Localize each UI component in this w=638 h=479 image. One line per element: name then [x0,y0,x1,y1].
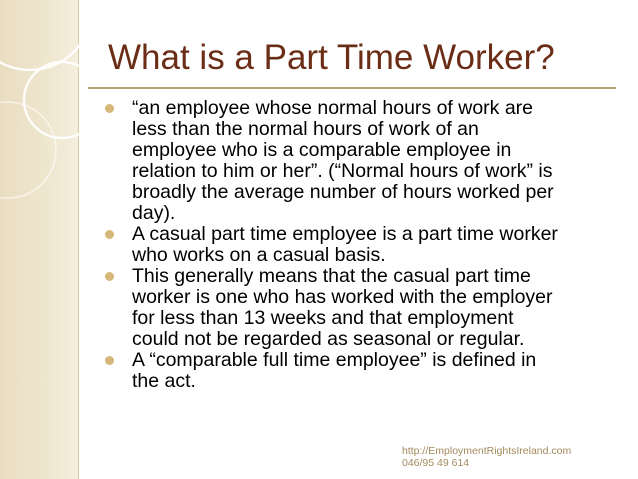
bullet-line: the act. [132,370,196,392]
decor-circle-small [24,62,100,138]
bullet-dot-icon [105,104,114,113]
bullet-line: worker is one who has worked with the employer [132,286,553,308]
footer-url-link[interactable]: http://EmploymentRightsIreland.com [402,445,572,457]
bullet-dot-icon [105,272,114,281]
bullet-item [100,98,620,224]
bullet-list [100,98,620,392]
bullet-line: “an employee whose normal hours of work are [132,97,534,119]
slide-title: What is a Part Time Worker? [108,38,555,77]
bullet-line: day). [132,202,176,224]
bullet-item [100,266,620,350]
bullet-line: broadly the average number of hours worked per [132,181,554,203]
bullet-dot-icon [105,356,114,365]
bullet-item [100,224,620,266]
bullet-line: employee who is a comparable employee in [132,139,512,161]
footer-phone: 046/95 49 614 [402,457,470,469]
bullet-line: A “comparable full time employee” is defined in [132,349,537,371]
bullet-line: who works on a casual basis. [132,244,386,266]
bullet-line: This generally means that the casual part time [132,265,531,287]
footer [402,445,571,469]
decor-circle-large [0,0,92,70]
bullet-line: less than the normal hours of work of an [132,118,479,140]
title-underline [88,87,616,89]
bullet-dot-icon [105,230,114,239]
bullet-line: could not be regarded as seasonal or regular. [132,328,525,350]
bullet-line: relation to him or her”. (“Normal hours of work” is [132,160,553,182]
bullet-line: for less than 13 weeks and that employment [132,307,514,329]
bullet-line: A casual part time employee is a part time worker [132,223,558,245]
bullet-item [100,350,620,392]
